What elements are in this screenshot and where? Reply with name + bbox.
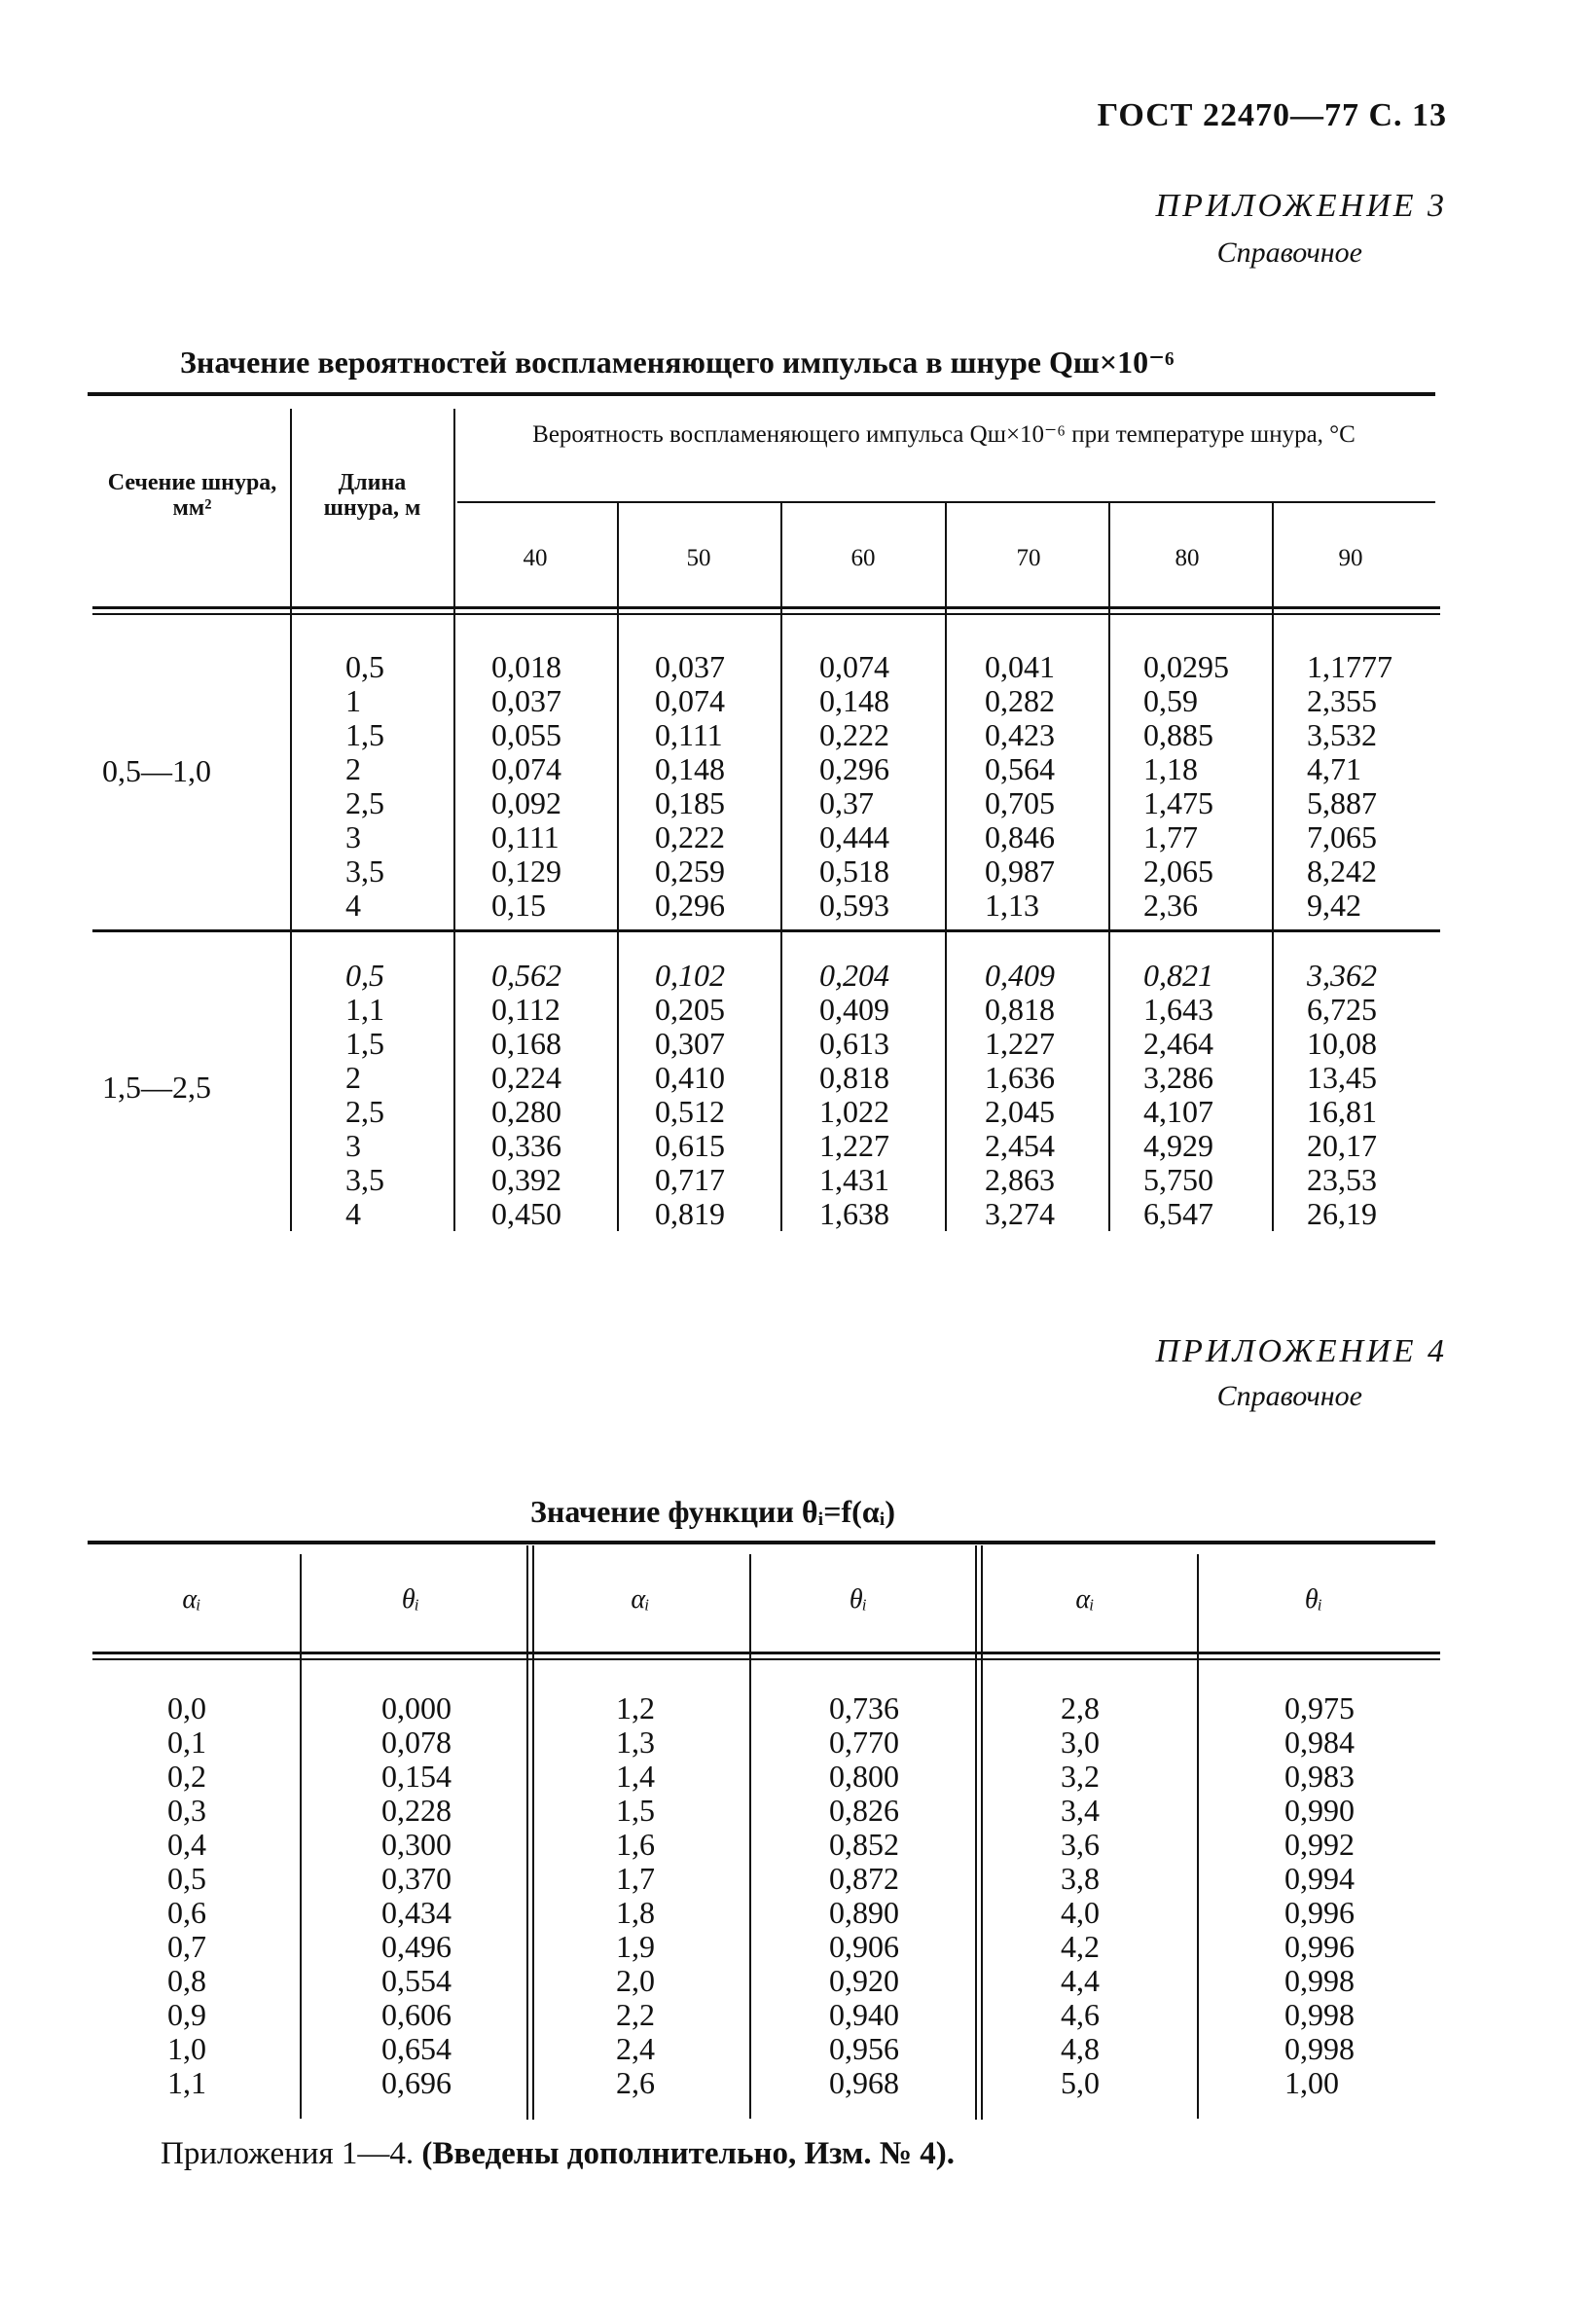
length-cell: 0,5 — [345, 958, 384, 993]
value-cell: 1,227 — [819, 1128, 889, 1163]
length-column-1: 0,5 1 1,5 2 2,5 3 3,5 4 — [345, 649, 384, 923]
footer-note-plain: Приложения 1—4. — [161, 2136, 422, 2171]
value-cell: 2,863 — [985, 1162, 1055, 1197]
alpha-header: αᵢ — [631, 1584, 650, 1615]
value-cell: 5,750 — [1143, 1162, 1213, 1197]
value-cell: 1,636 — [985, 1060, 1055, 1095]
value-cell: 0,336 — [491, 1128, 561, 1163]
value-cell: 3,274 — [985, 1196, 1055, 1231]
section-value-1: 0,5—1,0 — [102, 753, 211, 788]
value-cell: 0,717 — [655, 1162, 725, 1197]
value-cell: 4,107 — [1143, 1094, 1213, 1129]
value-cell: 1,431 — [819, 1162, 889, 1197]
value-cell: 1,022 — [819, 1094, 889, 1129]
appendix4-subtitle: Справочное — [1216, 1380, 1362, 1412]
appendix3-subtitle: Справочное — [1216, 236, 1362, 269]
length-column-2 — [345, 959, 384, 1231]
value-cell: 0,112 — [491, 992, 560, 1027]
col-header-section: Сечение шнура, мм² — [107, 470, 277, 521]
theta-header: θᵢ — [849, 1584, 868, 1615]
value-cell: 0,818 — [985, 992, 1055, 1027]
col-header-length: Длина шнура, м — [323, 470, 421, 521]
value-cell: 1,638 — [819, 1196, 889, 1231]
value-cell: 0,409 — [819, 992, 889, 1027]
value-cell: 3,362 — [1307, 958, 1377, 993]
value-cell: 2,464 — [1143, 1026, 1213, 1061]
value-cell: 2,454 — [985, 1128, 1055, 1163]
value-cell: 0,392 — [491, 1162, 561, 1197]
appendix4-table-title: Значение функции θᵢ=f(αᵢ) — [530, 1494, 896, 1529]
temp-header-50: 50 — [686, 545, 711, 571]
length-cell: 3 — [345, 1128, 361, 1163]
value-column-2-50 — [655, 959, 725, 1231]
value-cell: 0,818 — [819, 1060, 889, 1095]
value-column-1-60: 0,074 0,148 0,222 0,296 0,37 0,444 0,518 0,593 — [819, 649, 889, 923]
theta-header: θᵢ — [1304, 1584, 1323, 1615]
value-column-1-40: 0,018 0,037 0,055 0,074 0,092 0,111 0,129 0,15 — [491, 649, 561, 923]
value-cell: 0,819 — [655, 1196, 725, 1231]
value-column-1-90: 1,1777 2,355 3,532 4,71 5,887 7,065 8,242 9,42 — [1307, 649, 1392, 923]
length-cell: 4 — [345, 1196, 361, 1231]
theta-header: θᵢ — [401, 1584, 420, 1615]
value-column-1-50: 0,037 0,074 0,111 0,148 0,185 0,222 0,259 0,296 — [655, 649, 725, 923]
length-cell: 1,1 — [345, 992, 384, 1027]
value-cell: 16,81 — [1307, 1094, 1377, 1129]
value-cell: 0,615 — [655, 1128, 725, 1163]
temp-header-80: 80 — [1175, 545, 1200, 571]
footer-note — [161, 2136, 955, 2172]
appendix4-label: ПРИЛОЖЕНИЕ 4 — [1155, 1333, 1447, 1369]
value-cell: 0,613 — [819, 1026, 889, 1061]
value-column-2-90 — [1307, 959, 1377, 1231]
value-cell: 2,045 — [985, 1094, 1055, 1129]
value-cell: 10,08 — [1307, 1026, 1377, 1061]
length-cell: 3,5 — [345, 1162, 384, 1197]
value-column-2-40 — [491, 959, 561, 1231]
length-cell: 1,5 — [345, 1026, 384, 1061]
length-cell: 2 — [345, 1060, 361, 1095]
value-cell: 13,45 — [1307, 1060, 1377, 1095]
col-header-probability: Вероятность воспламеняющего импульса Qш×10⁻⁶ при температуре шнура, °С — [532, 421, 1356, 448]
value-cell: 3,286 — [1143, 1060, 1213, 1095]
value-column-1-80: 0,0295 0,59 0,885 1,18 1,475 1,77 2,065 2,36 — [1143, 649, 1229, 923]
running-head: ГОСТ 22470—77 С. 13 — [1097, 97, 1447, 133]
length-cell: 2,5 — [345, 1094, 384, 1129]
alpha-column-3: 2,8 3,0 3,2 3,4 3,6 3,8 4,0 4,2 4,4 4,6 4,8 5,0 — [1061, 1690, 1100, 2100]
appendix3-table-title: Значение вероятностей воспламеняющего импульса в шнуре Qш×10⁻⁶ — [180, 345, 1175, 380]
value-column-2-60 — [819, 959, 889, 1231]
temp-header-90: 90 — [1338, 545, 1363, 571]
section-value-2: 1,5—2,5 — [102, 1070, 211, 1105]
alpha-header: αᵢ — [1075, 1584, 1095, 1615]
value-cell: 0,562 — [491, 958, 561, 993]
temp-header-40: 40 — [523, 545, 548, 571]
footer-note-bold: (Введены дополнительно, Изм. № 4). — [421, 2136, 956, 2171]
value-cell: 26,19 — [1307, 1196, 1377, 1231]
alpha-header: αᵢ — [182, 1584, 201, 1615]
temp-header-70: 70 — [1016, 545, 1041, 571]
value-cell: 0,168 — [491, 1026, 561, 1061]
value-cell: 1,643 — [1143, 992, 1213, 1027]
value-cell: 1,227 — [985, 1026, 1055, 1061]
value-cell: 0,410 — [655, 1060, 725, 1095]
value-cell: 0,102 — [655, 958, 725, 993]
value-cell: 23,53 — [1307, 1162, 1377, 1197]
value-cell: 0,224 — [491, 1060, 561, 1095]
value-cell: 0,280 — [491, 1094, 561, 1129]
appendix3-label: ПРИЛОЖЕНИЕ 3 — [1155, 188, 1447, 224]
temp-header-60: 60 — [850, 545, 876, 571]
value-cell: 4,929 — [1143, 1128, 1213, 1163]
value-cell: 0,204 — [819, 958, 889, 993]
value-cell: 0,409 — [985, 958, 1055, 993]
alpha-column-2: 1,2 1,3 1,4 1,5 1,6 1,7 1,8 1,9 2,0 2,2 2,4 2,6 — [616, 1690, 655, 2100]
value-cell: 0,512 — [655, 1094, 725, 1129]
value-column-1-70: 0,041 0,282 0,423 0,564 0,705 0,846 0,987 1,13 — [985, 649, 1055, 923]
value-cell: 0,450 — [491, 1196, 561, 1231]
value-cell: 0,821 — [1143, 958, 1213, 993]
value-column-2-70 — [985, 959, 1055, 1231]
value-column-2-80 — [1143, 959, 1213, 1231]
theta-column-3: 0,975 0,984 0,983 0,990 0,992 0,994 0,996 0,996 0,998 0,998 0,998 1,00 — [1284, 1690, 1355, 2100]
value-cell: 20,17 — [1307, 1128, 1377, 1163]
value-cell: 6,547 — [1143, 1196, 1213, 1231]
value-cell: 0,205 — [655, 992, 725, 1027]
theta-column-1: 0,000 0,078 0,154 0,228 0,300 0,370 0,434 0,496 0,554 0,606 0,654 0,696 — [381, 1690, 452, 2100]
alpha-column-1: 0,0 0,1 0,2 0,3 0,4 0,5 0,6 0,7 0,8 0,9 1,0 1,1 — [167, 1690, 206, 2100]
theta-column-2: 0,736 0,770 0,800 0,826 0,852 0,872 0,890 0,906 0,920 0,940 0,956 0,968 — [829, 1690, 899, 2100]
value-cell: 6,725 — [1307, 992, 1377, 1027]
value-cell: 0,307 — [655, 1026, 725, 1061]
